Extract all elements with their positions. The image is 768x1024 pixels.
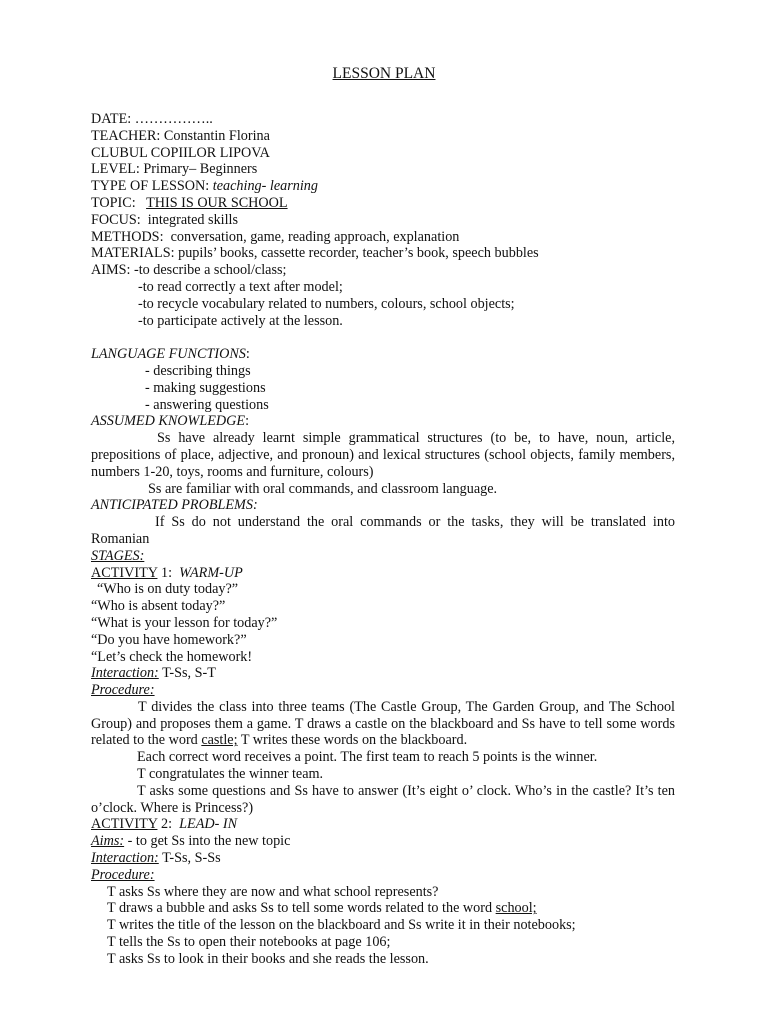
warmup-question: “Do you have homework?” [91,631,247,648]
activity-1-procedure-step: T asks some questions and Ss have to answer (It’s eight o’ clock. Who’s in the castle? It’s ten o’clock. Where is Princess?) [91,782,675,816]
teacher-line: TEACHER: Constantin Florina [91,127,270,144]
methods-line: METHODS: conversation, game, reading approach, explanation [91,228,460,245]
activity-1-heading: ACTIVITY 1: WARM-UP [91,564,243,581]
aim-item: -to recycle vocabulary related to numbers, colours, school objects; [138,295,515,312]
assumed-knowledge-paragraph-2: Ss are familiar with oral commands, and classroom language. [148,480,498,497]
activity-1-procedure-heading: Procedure: [91,682,155,699]
warmup-question: “Let’s check the homework! [91,648,253,665]
anticipated-problems-heading: ANTICIPATED PROBLEMS: [91,497,258,514]
language-function-item: - answering questions [145,396,269,413]
activity-1-procedure-step: Each correct word receives a point. The first team to reach 5 points is the winner. [137,749,598,766]
activity-1-interaction: Interaction: T-Ss, S-T [91,665,216,682]
lesson-plan-body [91,111,675,968]
topic-value: THIS IS OUR SCHOOL [146,194,288,211]
lesson-type-line: TYPE OF LESSON: teaching- learning [91,178,318,195]
aims-line: AIMS: -to describe a school/class; [91,262,287,279]
warmup-question: “What is your lesson for today?” [91,614,278,631]
materials-line: MATERIALS: pupils’ books, cassette recorder, teacher’s book, speech bubbles [91,245,539,262]
language-functions-heading: LANGUAGE FUNCTIONS: [91,346,250,363]
page-title: LESSON PLAN [332,65,436,82]
activity-2-procedure-step: T draws a bubble and asks Ss to tell some words related to the word school; [107,900,537,917]
activity-2-aims: Aims: - to get Ss into the new topic [91,833,291,850]
activity-1-procedure-paragraph: T divides the class into three teams (The Castle Group, The Garden Group, and The School Group) and proposes them a game. T draws a castle on the blackboard and Ss have to tell some words related to the word castle; T writes these words on the blackboard. [91,698,675,749]
activity-2-procedure-step: T asks Ss to look in their books and she reads the lesson. [107,950,429,967]
activity-2-procedure-step: T tells the Ss to open their notebooks at page 106; [107,934,391,951]
activity-2-interaction: Interaction: T-Ss, S-Ss [91,850,221,867]
activity-1-procedure-step: T congratulates the winner team. [137,766,324,783]
activity-2-procedure-step: T writes the title of the lesson on the blackboard and Ss write it in their notebooks; [107,917,576,934]
aim-item: -to participate actively at the lesson. [138,312,343,329]
focus-line: FOCUS: integrated skills [91,211,239,228]
topic-line: TOPIC: THIS IS OUR SCHOOL [91,194,288,211]
activity-2-procedure-step: T asks Ss where they are now and what school represents? [107,883,439,900]
warmup-question: “Who is absent today?” [91,598,226,615]
date-line: DATE: …………….. [91,111,213,127]
warmup-question: “Who is on duty today?” [97,581,239,598]
school-line: CLUBUL COPIILOR LIPOVA [91,144,270,161]
activity-2-heading: ACTIVITY 2: LEAD- IN [91,816,238,833]
language-function-item: - describing things [145,362,251,379]
stages-heading: STAGES: [91,547,145,564]
anticipated-problems-paragraph: If Ss do not understand the oral commands or the tasks, they will be translated into Romanian [91,514,675,547]
aim-item: -to read correctly a text after model; [138,278,343,295]
activity-2-procedure-heading: Procedure: [91,866,155,883]
assumed-knowledge-heading: ASSUMED KNOWLEDGE: [91,413,250,430]
level-line: LEVEL: Primary– Beginners [91,161,258,178]
assumed-knowledge-paragraph: Ss have already learnt simple grammatical structures (to be, to have, noun, article, prepositions of place, adjective, and pronoun) and lexical structures (school objects, family members, numbers 1-20, toys, rooms and furniture, colours) [91,430,675,480]
language-function-item: - making suggestions [145,379,266,396]
